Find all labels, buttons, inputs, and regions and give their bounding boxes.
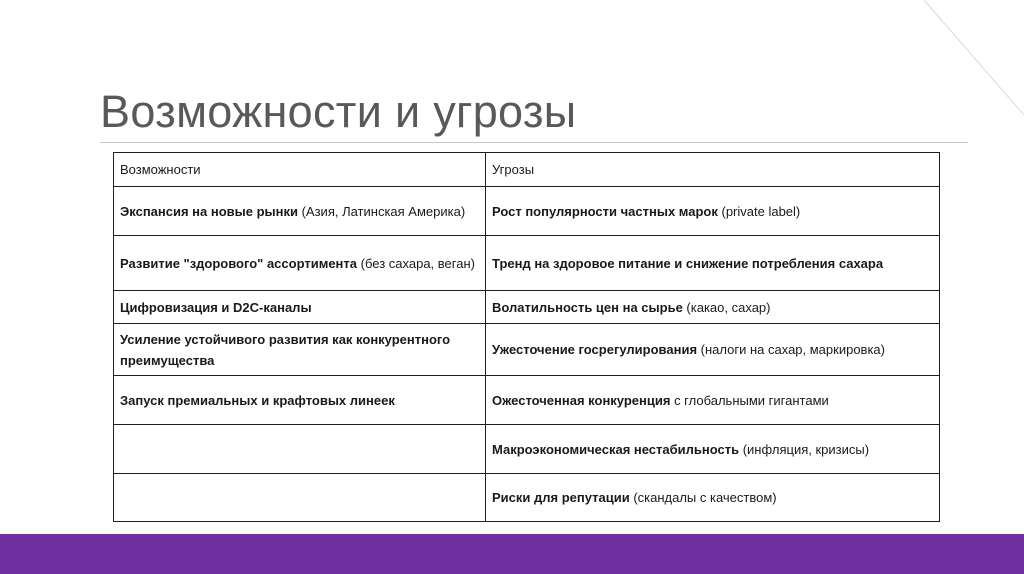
threat-detail: (налоги на сахар, маркировка): [697, 342, 885, 357]
threat-detail: (private label): [717, 203, 801, 219]
table-header-row: [114, 153, 940, 187]
threat-cell: [486, 376, 940, 425]
table-row: [114, 187, 940, 236]
threat-detail: (инфляция, кризисы): [739, 441, 870, 457]
threat-detail: (скандалы с качеством): [629, 490, 777, 505]
opportunities-threats-table: [113, 152, 940, 522]
title-underline: [100, 142, 968, 143]
table-row: [114, 425, 940, 474]
threat-bold: Волатильность цен на сырье: [492, 299, 683, 315]
threat-bold: Макроэкономическая нестабильность: [492, 441, 740, 457]
threat-detail: (какао, сахар): [682, 299, 771, 315]
opportunity-bold: Цифровизация и D2C-каналы: [120, 299, 312, 315]
opportunity-bold: Запуск премиальных и крафтовых линеек: [120, 392, 395, 408]
opportunity-cell: [114, 376, 486, 425]
header-threats: Угрозы: [486, 153, 940, 187]
opportunity-bold: Усиление устойчивого развития как конкурентного преимущества: [120, 331, 451, 368]
threat-cell: [486, 187, 940, 236]
table-row: [114, 474, 940, 522]
threat-detail: с глобальными гигантами: [670, 392, 829, 408]
opportunity-cell: [114, 236, 486, 291]
opportunity-cell: [114, 425, 486, 474]
threat-bold: Риски для репутации: [492, 490, 630, 505]
decorative-corner-line: [904, 0, 1024, 130]
opportunity-cell: [114, 474, 486, 522]
opportunity-cell: [114, 324, 486, 376]
header-opportunities: Возможности: [114, 153, 486, 187]
opportunity-detail: (без сахара, веган): [357, 255, 475, 271]
opportunity-detail: (Азия, Латинская Америка): [297, 203, 466, 219]
threat-bold: Тренд на здоровое питание и снижение потребления сахара: [492, 255, 884, 271]
opportunity-cell: [114, 187, 486, 236]
table-row: [114, 291, 940, 324]
threat-bold: Ожесточенная конкуренция: [492, 392, 671, 408]
table-row: [114, 376, 940, 425]
opportunity-bold: Развитие "здорового" ассортимента: [120, 255, 358, 271]
threat-bold: Рост популярности частных марок: [492, 203, 718, 219]
opportunity-cell: [114, 291, 486, 324]
threat-cell: [486, 291, 940, 324]
slide-title: Возможности и угрозы: [100, 86, 577, 137]
threat-bold: Ужесточение госрегулирования: [492, 342, 698, 357]
threat-cell: [486, 236, 940, 291]
threat-cell: [486, 425, 940, 474]
bottom-accent-bar: [0, 534, 1024, 574]
opportunity-bold: Экспансия на новые рынки: [120, 203, 298, 219]
table-row: [114, 324, 940, 376]
threat-cell: [486, 474, 940, 522]
threat-cell: [486, 324, 940, 376]
table-row: [114, 236, 940, 291]
